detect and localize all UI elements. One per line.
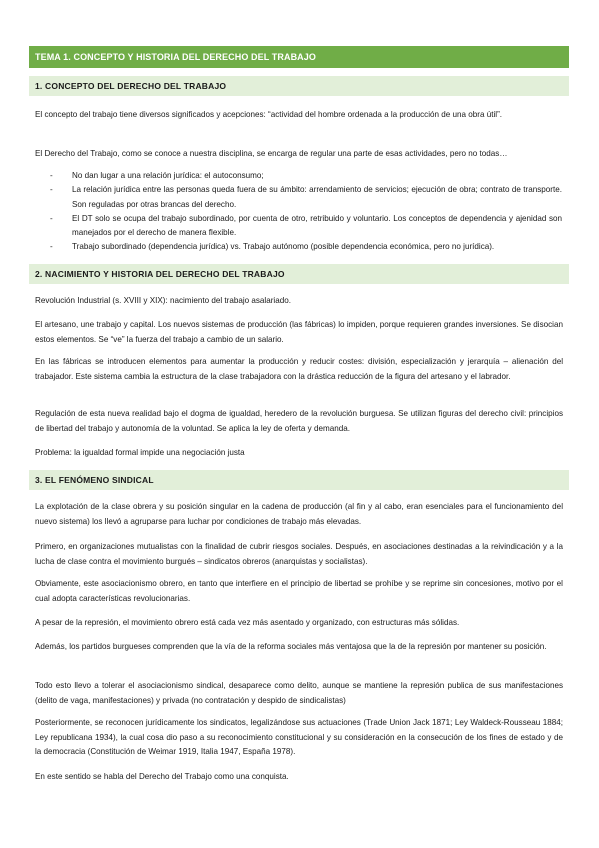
paragraph: En las fábricas se introducen elementos para aumentar la producción y reducir costes: división, especialización y jerarquía – alienación del trabajador. Este sistema cambia la estructura de la clase trabajadora con la drástica reducción de la figura del artesano y el labrador. [35,357,563,381]
paragraph: En este sentido se habla del Derecho del Trabajo como una conquista. [35,772,289,781]
section-heading-2: 2. NACIMIENTO Y HISTORIA DEL DERECHO DEL TRABAJO [29,264,569,284]
dash-marker: - [50,185,53,195]
paragraph: Revolución Industrial (s. XVIII y XIX): nacimiento del trabajo asalariado. [35,296,291,305]
list-item-text: La relación jurídica entre las personas queda fuera de su ámbito: arrendamiento de servicios; ejecución de obra; contrato de transporte. Son reguladas por otras brancas del derecho. [72,185,562,209]
paragraph: El concepto del trabajo tiene diversos significados y acepciones: “actividad del hombre ordenada a la producción de una obra útil”. [35,110,503,119]
section-heading-3: 3. EL FENÓMENO SINDICAL [29,470,569,490]
paragraph: Posteriormente, se reconocen jurídicamente los sindicatos, legalizándose sus actuaciones (Trade Union Jack 1871; Ley Waldeck-Rousseau 1884; Ley republicana 1934), la cual cosa dio paso a su reconocimiento constitucional y su consideración en la consecución de los fines de estado y de la democracia (Constitución de Weimar 1919, Italia 1947, España 1978). [35,718,563,756]
list-item [50,169,562,183]
list-item-text: Trabajo subordinado (dependencia jurídica) vs. Trabajo autónomo (posible dependencia económica, pero no jurídica). [72,242,495,252]
paragraph: Regulación de esta nueva realidad bajo el dogma de igualdad, heredero de la revolución burguesa. Se utilizan figuras del derecho civil: principios de libertad del trabajo y autonomía de la voluntad. Se aplica la ley de oferta y demanda. [35,409,563,433]
dash-marker: - [50,213,53,223]
paragraph: El Derecho del Trabajo, como se conoce a nuestra disciplina, se encarga de regular una parte de esas actividades, pero no todas… [35,149,508,158]
list-item-text: No dan lugar a una relación jurídica: el autoconsumo; [72,171,264,180]
dash-marker: - [50,242,53,252]
section-heading-1: 1. CONCEPTO DEL DERECHO DEL TRABAJO [29,76,569,96]
list-item-text: El DT solo se ocupa del trabajo subordinado, por cuenta de otro, retribuido y voluntario. Los conceptos de dependencia y ajenidad son manejados por el derecho de manera flexible. [72,213,562,238]
list-item [50,212,562,241]
dash-marker: - [50,171,53,180]
list-item [50,240,562,254]
paragraph: Todo esto llevo a tolerar el asociacionismo sindical, desaparece como delito, aunque se mantiene la represión publica de sus manifestaciones (delito de vaga, manifestaciones) y privada (no contratación y despido de sindicalistas) [35,681,563,705]
paragraph: Obviamente, este asociacionismo obrero, en tanto que interfiere en el principio de libertad se prohíbe y se reprime sin concesiones, motivo por el cual adopta características revolucionarias. [35,579,563,603]
document-title: TEMA 1. CONCEPTO Y HISTORIA DEL DERECHO DEL TRABAJO [29,46,569,68]
paragraph: A pesar de la represión, el movimiento obrero está cada vez más asentado y organizado, con estructuras más sólidas. [35,618,460,627]
paragraph: Problema: la igualdad formal impide una negociación justa [35,448,245,457]
paragraph: Primero, en organizaciones mutualistas con la finalidad de cubrir riesgos sociales. Después, en asociaciones destinadas a la reivindicación y a la lucha de clase contra el movimiento burgués – sindicatos obreros (anarquistas y socialistas). [35,542,563,566]
list-item [50,183,562,212]
paragraph: La explotación de la clase obrera y su posición singular en la cadena de producción (al fin y al cabo, eran esenciales para el funcionamiento del nuevo sistema) los llevó a agruparse para luchar por condiciones de trabajo más elevadas. [35,502,563,526]
bullet-list [50,169,562,255]
paragraph: El artesano, une trabajo y capital. Los nuevos sistemas de producción (las fábricas) lo impiden, porque requieren grandes inversiones. Se disocian estos elementos. Se “ve” la fuerza del trabajo a cambio de un salario. [35,320,563,344]
paragraph: Además, los partidos burgueses comprenden que la vía de la reforma sociales más ventajosa que la de la represión por mantener su posición. [35,642,547,651]
